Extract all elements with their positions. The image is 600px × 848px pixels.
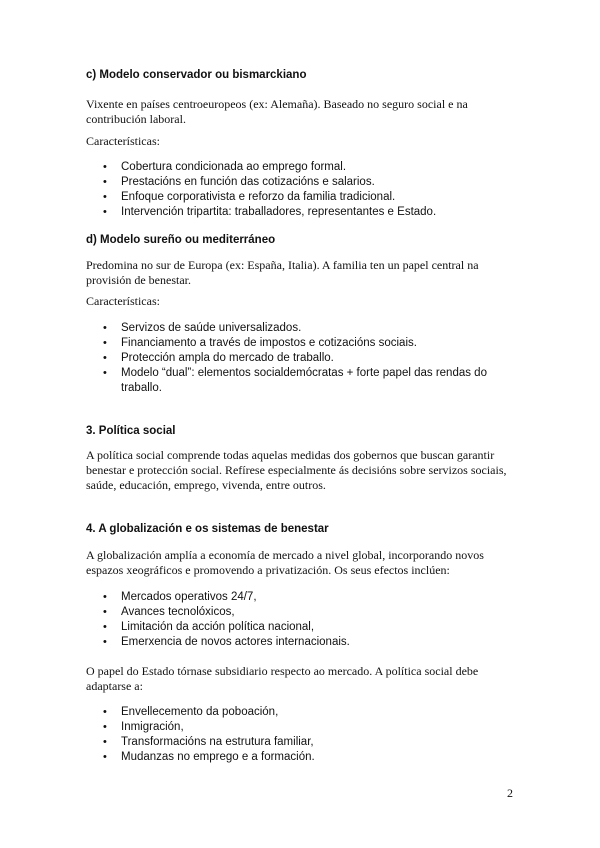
list-item: • Emerxencia de novos actores internacionais.	[86, 635, 511, 650]
list-adaptacion-politica-social	[86, 705, 511, 765]
label-caracteristicas-c: Características:	[86, 134, 160, 148]
list-item: • Envellecemento da poboación,	[86, 705, 511, 720]
list-item: • Transformacións na estrutura familiar,	[86, 735, 511, 750]
list-item: • Modelo “dual”: elementos socialdemócratas + forte papel das rendas do traballo.	[86, 366, 511, 396]
list-item: • Financiamento a través de impostos e cotizacións sociais.	[86, 336, 511, 351]
paragraph-conservador-intro: Vixente en países centroeuropeos (ex: Alemaña). Baseado no seguro social e na contribución laboral.	[86, 97, 468, 126]
paragraph-sureno-intro: Predomina no sur de Europa (ex: España, Italia). A familia ten un papel central na provisión de benestar.	[86, 258, 479, 287]
list-item: • Cobertura condicionada ao emprego formal.	[86, 160, 511, 175]
heading-politica-social: 3. Política social	[86, 425, 176, 437]
paragraph-papel-estado: O papel do Estado tórnase subsidiario respecto ao mercado. A política social debe adaptarse a:	[86, 664, 479, 693]
heading-globalizacion: 4. A globalización e os sistemas de benestar	[86, 523, 329, 535]
list-efectos-globalizacion	[86, 590, 511, 650]
page-number: 2	[507, 786, 513, 800]
list-item: • Mudanzas no emprego e a formación.	[86, 750, 511, 765]
list-item: • Inmigración,	[86, 720, 511, 735]
list-caracteristicas-c	[86, 160, 511, 220]
label-caracteristicas-d: Características:	[86, 294, 160, 308]
list-item: • Servizos de saúde universalizados.	[86, 321, 511, 336]
list-caracteristicas-d	[86, 321, 511, 396]
list-item: • Limitación da acción política nacional,	[86, 620, 511, 635]
list-item: • Mercados operativos 24/7,	[86, 590, 511, 605]
list-item: • Avances tecnolóxicos,	[86, 605, 511, 620]
paragraph-politica-social: A política social comprende todas aquelas medidas dos gobernos que buscan garantir benestar e protección social. Refírese especialmente ás decisións sobre servizos sociais, saúde, educación, emprego, vivenda, entre outros.	[86, 448, 507, 492]
paragraph-globalizacion-intro: A globalización amplía a economía de mercado a nivel global, incorporando novos espazos xeográficos e promovendo a privatización. Os seus efectos inclúen:	[86, 548, 484, 577]
heading-modelo-conservador: c) Modelo conservador ou bismarckiano	[86, 69, 307, 81]
list-item: • Enfoque corporativista e reforzo da familia tradicional.	[86, 190, 511, 205]
list-item: • Protección ampla do mercado de traballo.	[86, 351, 511, 366]
list-item: • Intervención tripartita: traballadores, representantes e Estado.	[86, 205, 511, 220]
list-item: • Prestacións en función das cotizacións e salarios.	[86, 175, 511, 190]
heading-modelo-sureno: d) Modelo sureño ou mediterráneo	[86, 234, 276, 246]
